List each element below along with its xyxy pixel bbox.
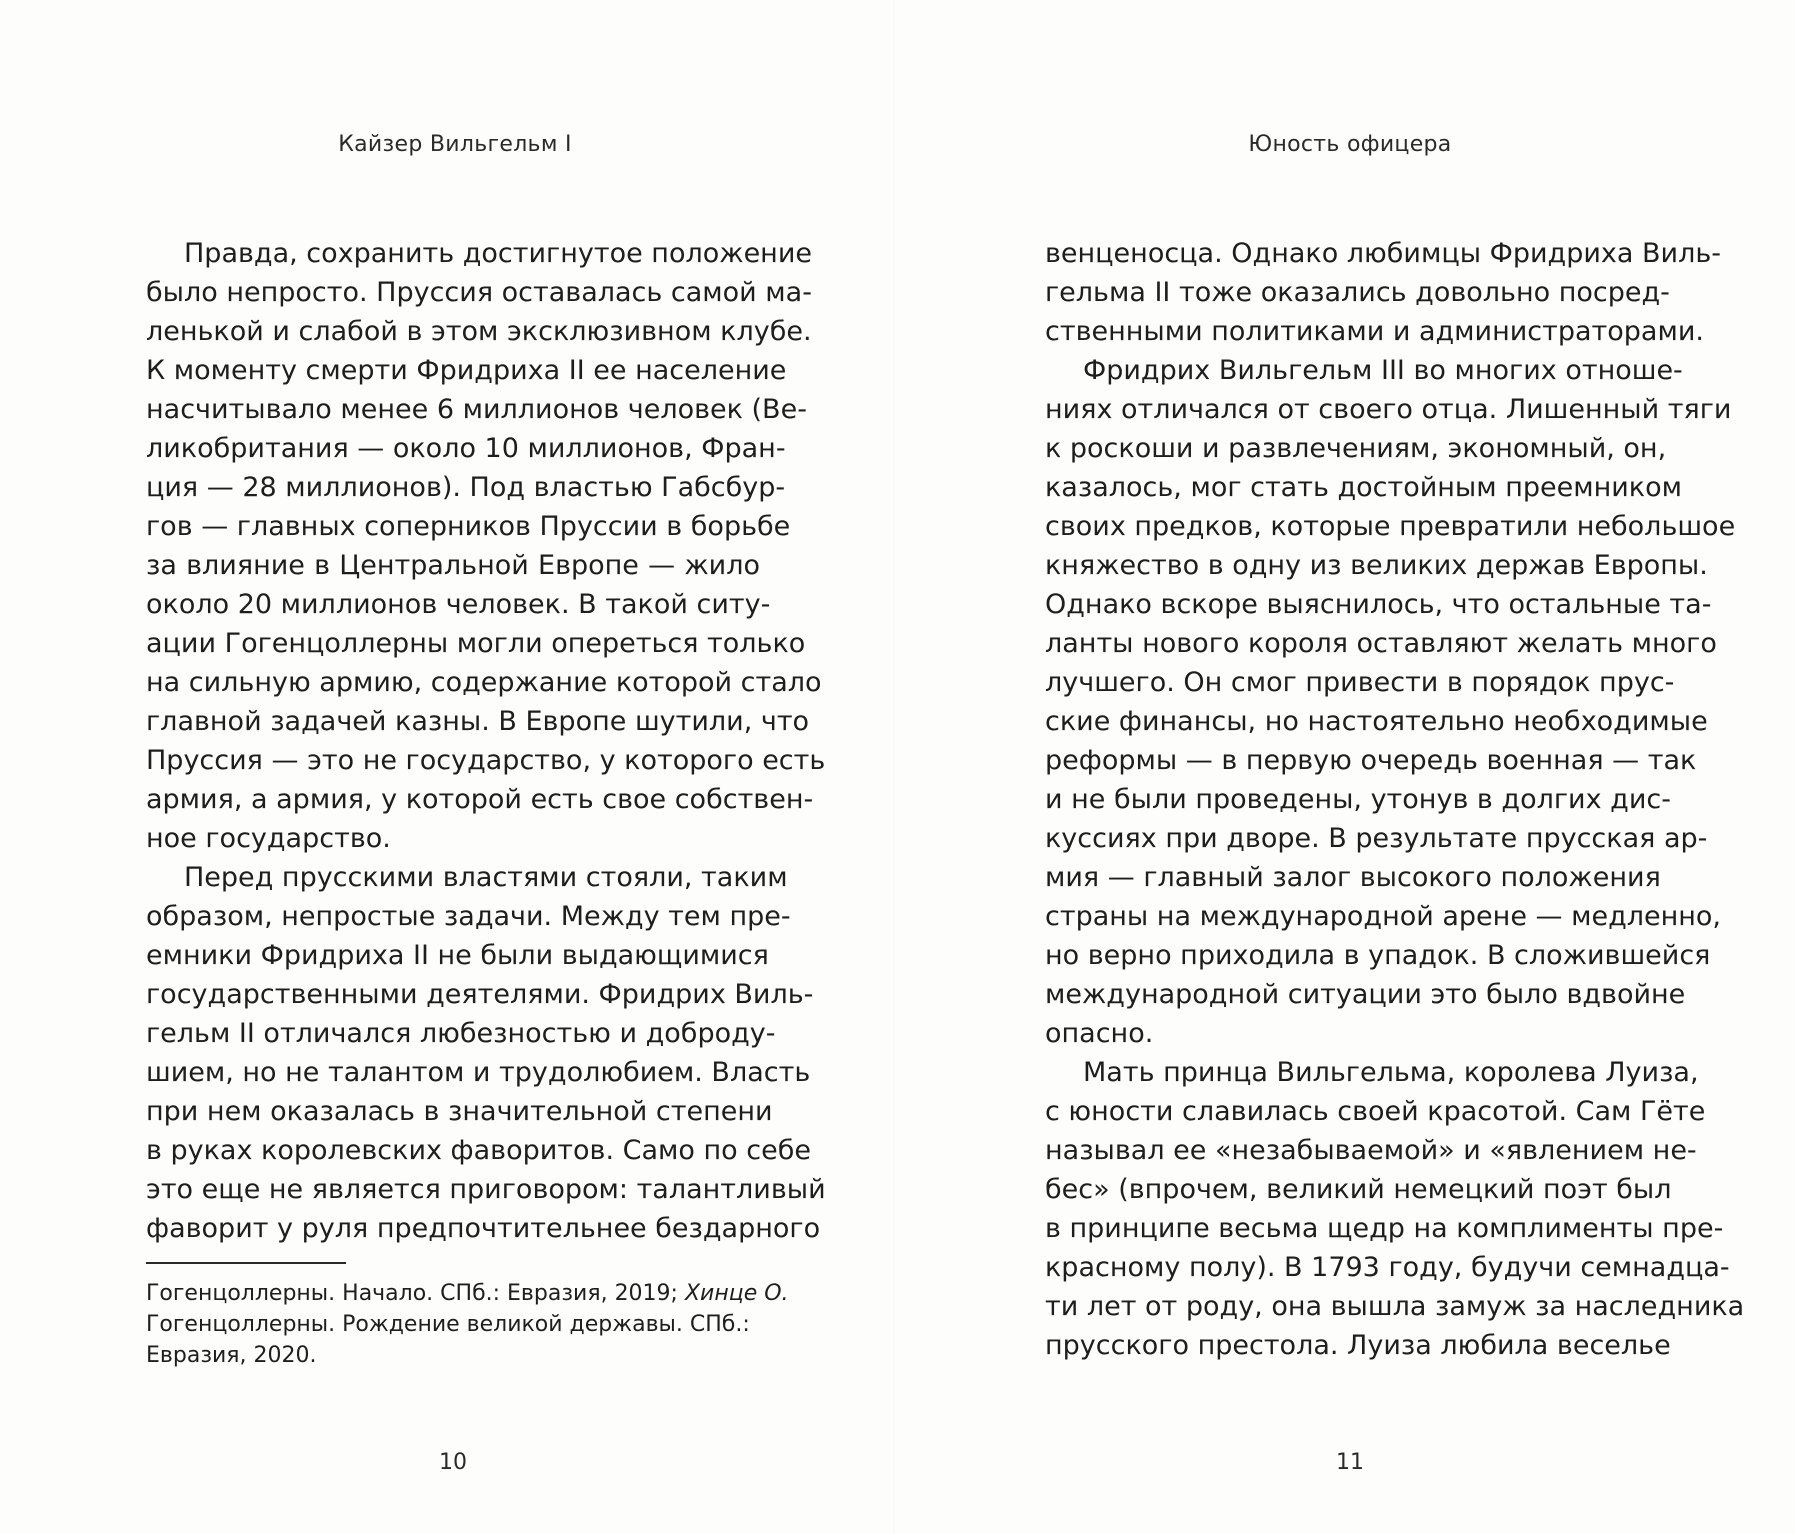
left-body-text <box>146 234 826 1248</box>
text-line: емники Фридриха II не были выдающимися <box>146 940 769 971</box>
text-line: международной ситуации это было вдвойне <box>1045 979 1686 1010</box>
text-line: и не были проведены, утонув в долгих дис- <box>1045 784 1671 815</box>
text-line: ное государство. <box>146 823 391 854</box>
text-line: ликобритания — около 10 миллионов, Фран- <box>146 433 786 464</box>
footnote <box>146 1278 789 1371</box>
footnote-line <box>146 1278 789 1309</box>
text-line: за влияние в Центральной Европе — жило <box>146 550 760 581</box>
right-body-text <box>1045 234 1745 1365</box>
running-head-left: Кайзер Вильгельм I <box>338 132 572 157</box>
text-line: К моменту смерти Фридриха II ее население <box>146 355 787 386</box>
text-line: ти лет от роду, она вышла замуж за наследника <box>1045 1291 1745 1322</box>
text-line: прусского престола. Луиза любила веселье <box>1045 1330 1671 1361</box>
text-line: при нем оказалась в значительной степени <box>146 1096 773 1127</box>
text-line: красному полу). В 1793 году, будучи семнадца- <box>1045 1252 1730 1283</box>
text-line: гельма II тоже оказались довольно посред- <box>1045 277 1670 308</box>
text-line: на сильную армию, содержание которой стало <box>146 667 822 698</box>
text-line: Мать принца Вильгельма, королева Луиза, <box>1083 1057 1699 1088</box>
footnote-text: Гогенцоллерны. Начало. СПб.: Евразия, 2019; <box>146 1281 685 1306</box>
text-line: Пруссия — это не государство, у которого есть <box>146 745 826 776</box>
text-line: но верно приходила в упадок. В сложившейся <box>1045 940 1711 971</box>
text-line: страны на международной арене — медленно, <box>1045 901 1722 932</box>
text-line: шием, но не талантом и трудолюбием. Власть <box>146 1057 811 1088</box>
right-page <box>895 0 1795 1534</box>
text-line: насчитывало менее 6 миллионов человек (Ве- <box>146 394 807 425</box>
page-number-left: 10 <box>439 1450 467 1475</box>
text-line: опасно. <box>1045 1018 1154 1049</box>
text-line: образом, непростые задачи. Между тем пре- <box>146 901 791 932</box>
text-line: куссиях при дворе. В результате прусская ар- <box>1045 823 1708 854</box>
page-number-right: 11 <box>1336 1450 1364 1475</box>
text-line: ниях отличался от своего отца. Лишенный тяги <box>1045 394 1732 425</box>
text-line: Перед прусскими властями стояли, таким <box>184 862 788 893</box>
text-line: ации Гогенцоллерны могли опереться только <box>146 628 806 659</box>
text-line: лучшего. Он смог привести в порядок прус- <box>1045 667 1675 698</box>
text-line: гов — главных соперников Пруссии в борьбе <box>146 511 791 542</box>
footnote-author: Хинце О. <box>684 1281 789 1306</box>
text-line: мия — главный залог высокого положения <box>1045 862 1661 893</box>
text-line: в руках королевских фаворитов. Само по себе <box>146 1135 811 1166</box>
text-line: венценосца. Однако любимцы Фридриха Виль- <box>1045 238 1722 269</box>
text-line: своих предков, которые превратили небольшое <box>1045 511 1736 542</box>
text-line: называл ее «незабываемой» и «явлением не- <box>1045 1135 1697 1166</box>
text-line: ственными политиками и администраторами. <box>1045 316 1704 347</box>
text-line: Однако вскоре выяснилось, что остальные та- <box>1045 589 1712 620</box>
text-line: главной задачей казны. В Европе шутили, что <box>146 706 810 737</box>
text-line: Правда, сохранить достигнутое положение <box>184 238 812 269</box>
text-line: к роскоши и развлечениям, экономный, он, <box>1045 433 1667 464</box>
footnote-rule <box>146 1262 346 1264</box>
text-line: реформы — в первую очередь военная — так <box>1045 745 1697 776</box>
text-line: фаворит у руля предпочтительнее бездарного <box>146 1213 821 1244</box>
text-line: княжество в одну из великих держав Европы. <box>1045 550 1708 581</box>
running-head-right: Юность офицера <box>1248 132 1452 157</box>
text-line: в принципе весьма щедр на комплименты пре- <box>1045 1213 1724 1244</box>
footnote-line: Евразия, 2020. <box>146 1343 317 1368</box>
text-line: ские финансы, но настоятельно необходимые <box>1045 706 1708 737</box>
text-line: ленькой и слабой в этом эксклюзивном клубе. <box>146 316 812 347</box>
text-line: ланты нового короля оставляют желать много <box>1045 628 1717 659</box>
text-line: около 20 миллионов человек. В такой ситу- <box>146 589 771 620</box>
footnote-line: Гогенцоллерны. Рождение великой державы. СПб.: <box>146 1312 750 1337</box>
text-line: это еще не является приговором: талантливый <box>146 1174 826 1205</box>
text-line: бес» (впрочем, великий немецкий поэт был <box>1045 1174 1672 1205</box>
text-line: армия, а армия, у которой есть свое собствен- <box>146 784 814 815</box>
text-line: гельм II отличался любезностью и доброду- <box>146 1018 776 1049</box>
text-line: государственными деятелями. Фридрих Виль- <box>146 979 814 1010</box>
text-line: с юности славилась своей красотой. Сам Гёте <box>1045 1096 1706 1127</box>
text-line: было непросто. Пруссия оставалась самой ма- <box>146 277 812 308</box>
left-page <box>0 0 895 1534</box>
text-line: казалось, мог стать достойным преемником <box>1045 472 1682 503</box>
text-line: Фридрих Вильгельм III во многих отноше- <box>1083 355 1683 386</box>
text-line: ция — 28 миллионов). Под властью Габсбур- <box>146 472 786 503</box>
